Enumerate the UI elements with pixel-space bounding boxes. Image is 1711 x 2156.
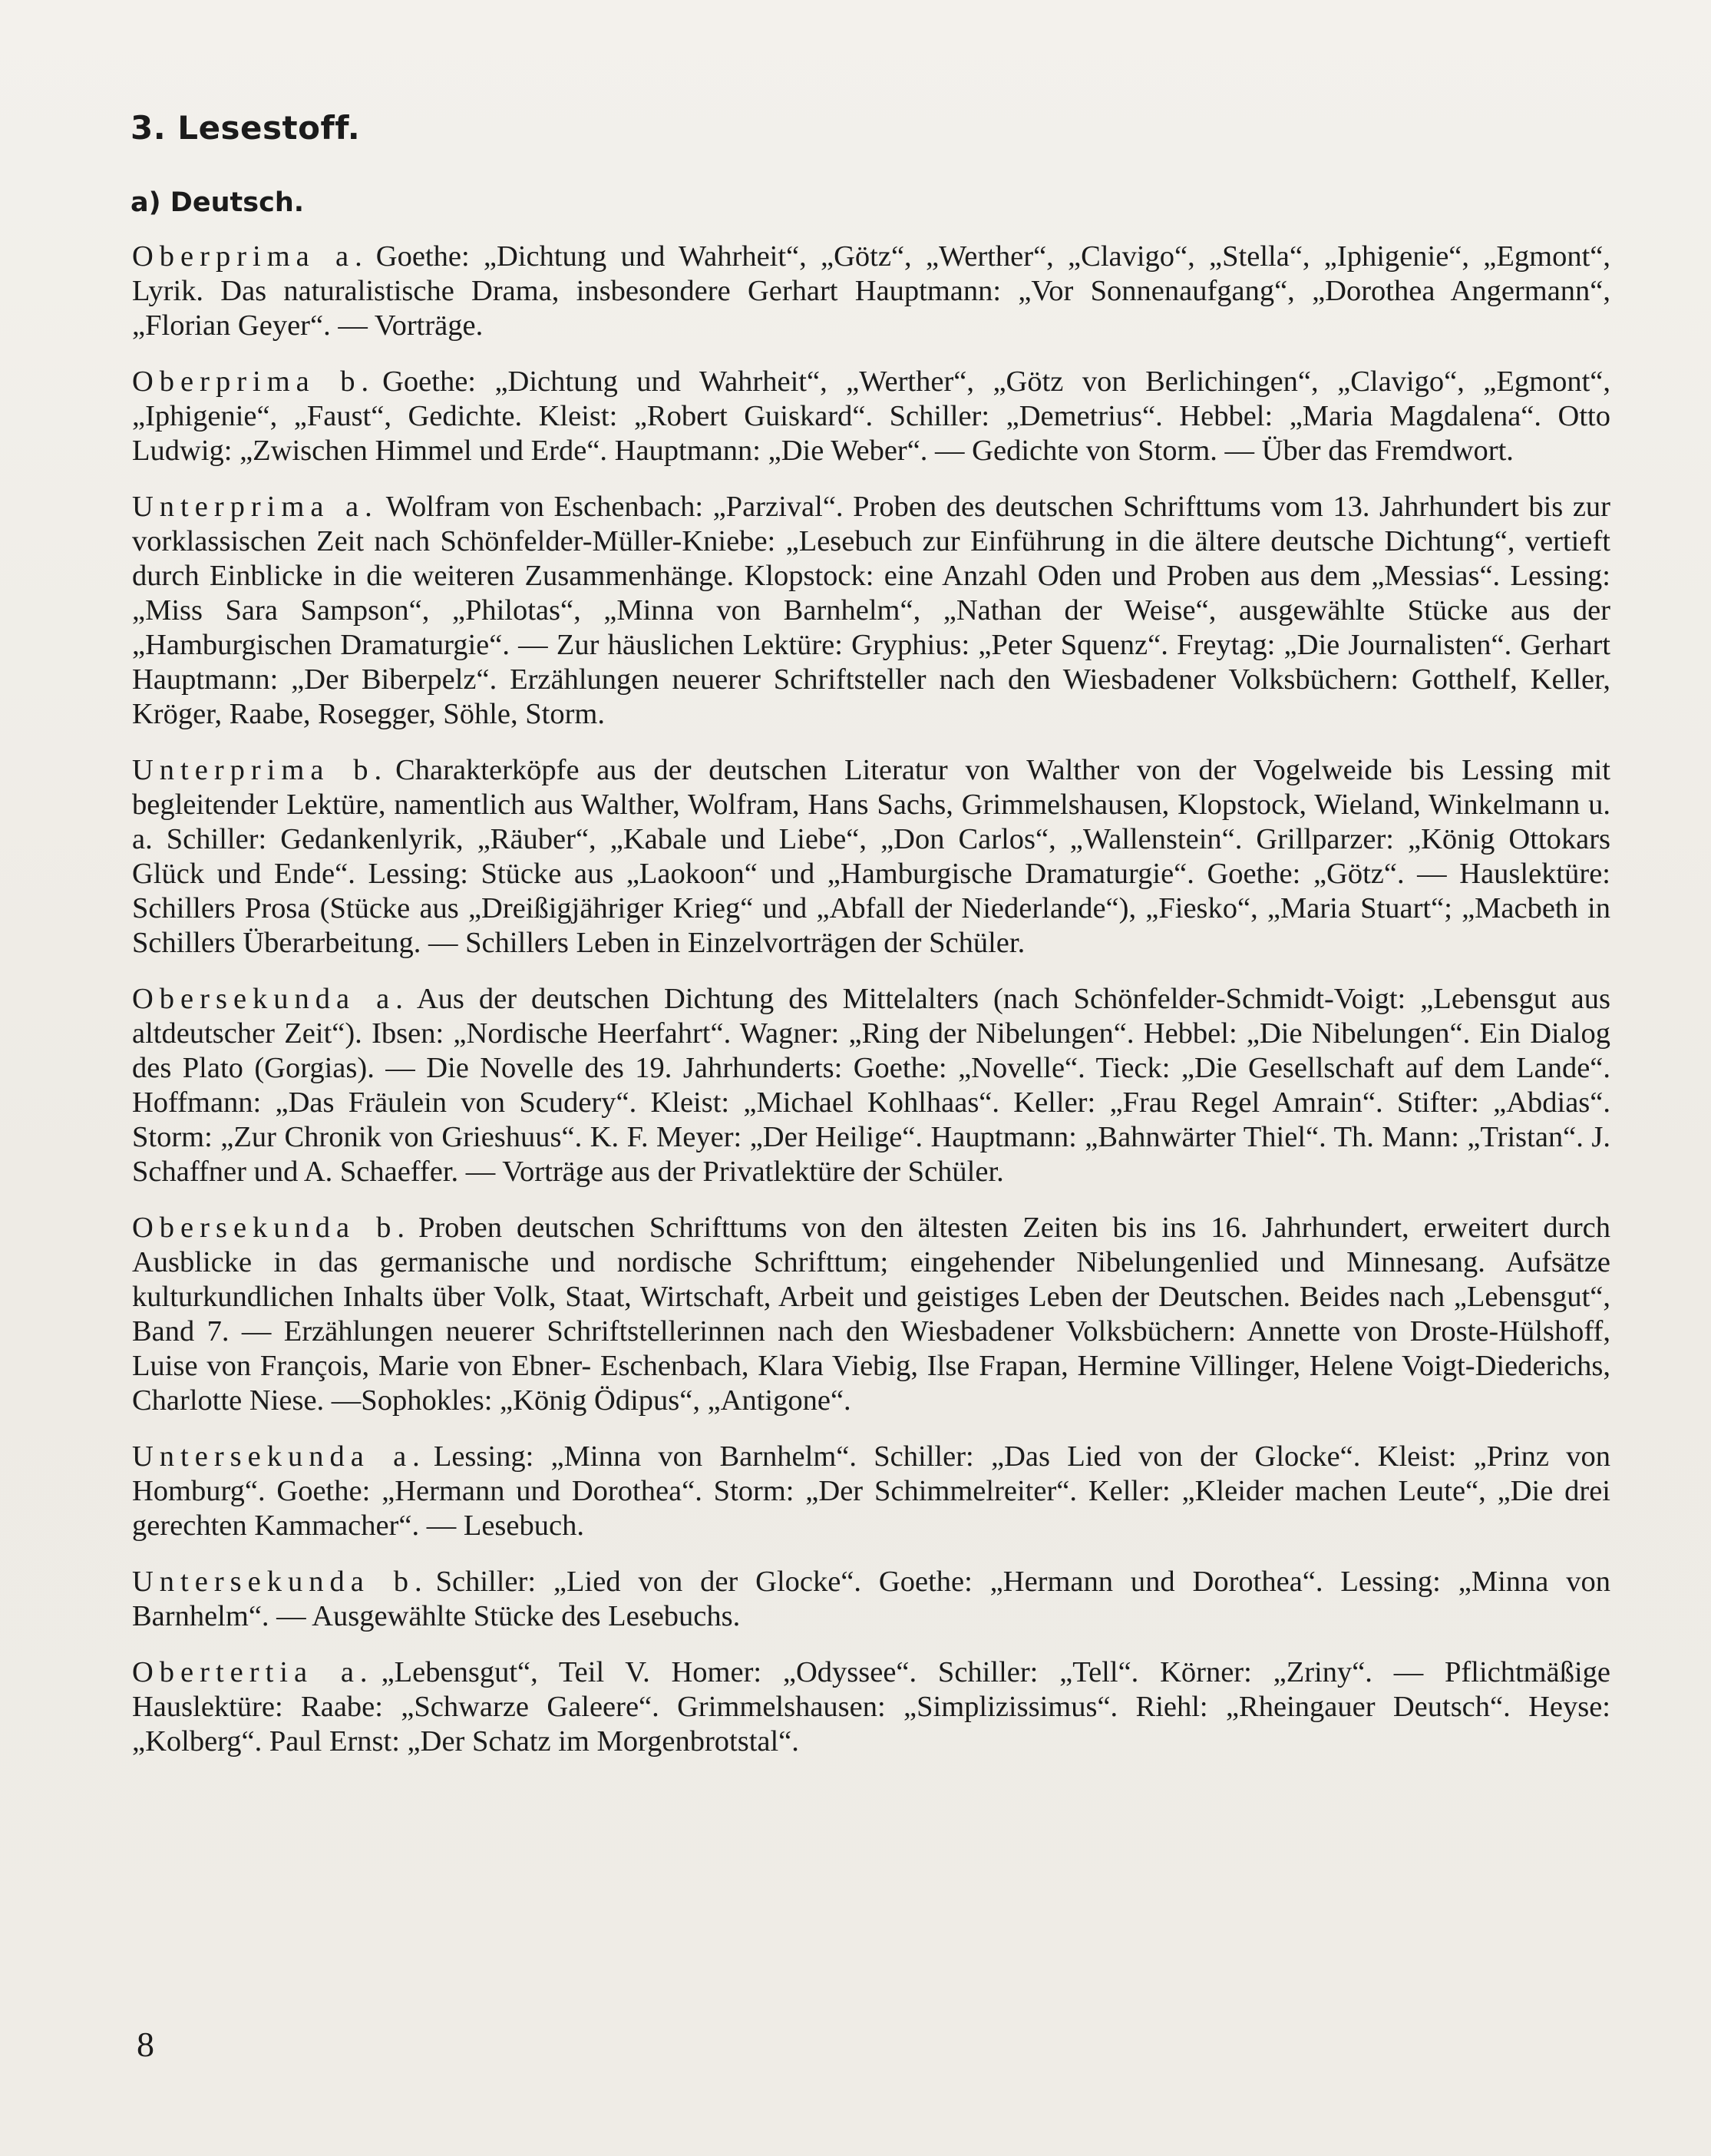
entry-text: „Lebensgut“, Teil V. Homer: „Odyssee“. Schiller: „Tell“. Körner: „Zriny“. — Pflichtmäßige Hauslektüre: Raabe: „Schwarze Galeere“. Grimmelshausen: „Simplizissimus“. Riehl: „Rheingauer Deutsch“. Heyse: „Kolberg“. Paul Ernst: „Der Schatz im Morgenbrotstal“. [132, 1656, 1611, 1758]
entry-text: Lessing: „Minna von Barnhelm“. Schiller: „Das Lied von der Glocke“. Kleist: „Prinz von Homburg“. Goethe: „Hermann und Dorothea“. Storm: „Der Schimmelreiter“. Keller: „Kleider machen Leute“, „Die drei gerechten Kammacher“. — Lesebuch. [132, 1440, 1610, 1542]
entry-text: Goethe: „Dichtung und Wahrheit“, „Götz“, „Werther“, „Clavigo“, „Stella“, „Iphigenie“, „Egmont“, Lyrik. Das naturalistische Drama, insbesondere Gerhart Hauptmann: „Vor Sonnenaufgang“, „Dorothea Angermann“, „Florian Geyer“. — Vorträge. [132, 240, 1610, 342]
class-name: Untersekunda a. [132, 1440, 426, 1473]
class-name: Untersekunda b. [132, 1566, 428, 1598]
entry-text: Aus der deutschen Dichtung des Mittelalters (nach Schönfelder-Schmidt-Voigt: „Lebensgut aus altdeutscher Zeit“). Ibsen: „Nordische Heerfahrt“. Wagner: „Ring der Nibelungen“. Hebbel: „Die Nibelungen“. Ein Dialog des Plato (Gorgias). — Die Novelle des 19. Jahrhunderts: Goethe: „Novelle“. Tieck: „Die Gesellschaft auf dem Lande“. Hoffmann: „Das Fräulein von Scudery“. Kleist: „Michael Kohlhaas“. Keller: „Frau Regel Amrain“. Stifter: „Abdias“. Storm: „Zur Chronik von Grieshuus“. K. F. Meyer: „Der Heilige“. Hauptmann: „Bahnwärter Thiel“. Th. Mann: „Tristan“. J. Schaffner und A. Schaeffer. — Vorträge aus der Privatlektüre der Schüler. [132, 983, 1610, 1188]
class-name: Unterprima a. [132, 491, 378, 523]
entry-unterprima-a [132, 490, 1610, 732]
class-name: Oberprima b. [132, 365, 375, 398]
class-name: Obersekunda b. [132, 1212, 411, 1244]
entry-text: Proben deutschen Schrifttums von den ältesten Zeiten bis ins 16. Jahrhundert, erweitert durch Ausblicke in das germanische und nordische Schrifttum; eingehender Nibelungenlied und Minnesang. Aufsätze kulturkundlichen Inhalts über Volk, Staat, Wirtschaft, Arbeit und geistiges Leben der Deutschen. Beides nach „Lebensgut“, Band 7. — Erzählungen neuerer Schriftstellerinnen nach den Wiesbadener Volksbüchern: Annette von Droste-Hülshoff, Luise von François, Marie von Ebner- Eschenbach, Klara Viebig, Ilse Frapan, Hermine Villinger, Helene Voigt-Diederichs, Charlotte Niese. —Sophokles: „König Ödipus“, „Antigone“. [132, 1212, 1611, 1417]
reading-list [132, 240, 1610, 1781]
page-number: 8 [137, 2025, 154, 2064]
entry-oberprima-b [132, 365, 1610, 468]
entry-text: Charakterköpfe aus der deutschen Literatur von Walther von der Vogelweide bis Lessing mit begleitender Lektüre, namentlich aus Walther, Wolfram, Hans Sachs, Grimmelshausen, Klopstock, Wieland, Winkelmann u. a. Schiller: Gedankenlyrik, „Räuber“, „Kabale und Liebe“, „Don Carlos“, „Wallenstein“. Grillparzer: „König Ottokars Glück und Ende“. Lessing: Stücke aus „Laokoon“ und „Hamburgische Dramaturgie“. Goethe: „Götz“. — Hauslektüre: Schillers Prosa (Stücke aus „Dreißigjähriger Krieg“ und „Abfall der Niederlande“), „Fiesko“, „Maria Stuart“; „Macbeth in Schillers Überarbeitung. — Schillers Leben in Einzelvorträgen der Schüler. [132, 754, 1610, 959]
entry-text: Wolfram von Eschenbach: „Parzival“. Proben des deutschen Schrifttums vom 13. Jahrhundert bis zur vorklassischen Zeit nach Schönfelder-Müller-Kniebe: „Lesebuch zur Einführung in die ältere deutsche Dichtung“, vertieft durch Einblicke in die weiteren Zusammenhänge. Klopstock: eine Anzahl Oden und Proben aus dem „Messias“. Lessing: „Miss Sara Sampson“, „Philotas“, „Minna von Barnhelm“, „Nathan der Weise“, ausgewählte Stücke aus der „Hamburgischen Dramaturgie“. — Zur häuslichen Lektüre: Gryphius: „Peter Squenz“. Freytag: „Die Journalisten“. Gerhart Hauptmann: „Der Biberpelz“. Erzählungen neuerer Schriftsteller nach den Wiesbadener Volksbüchern: Gotthelf, Keller, Kröger, Raabe, Rosegger, Söhle, Storm. [132, 491, 1610, 730]
entry-obersekunda-b [132, 1211, 1610, 1418]
entry-text: Goethe: „Dichtung und Wahrheit“, „Werther“, „Götz von Berlichingen“, „Clavigo“, „Egmont“, „Iphigenie“, „Faust“, Gedichte. Kleist: „Robert Guiskard“. Schiller: „Demetrius“. Hebbel: „Maria Magdalena“. Otto Ludwig: „Zwischen Himmel und Erde“. Hauptmann: „Die Weber“. — Gedichte von Storm. — Über das Fremdwort. [132, 365, 1611, 467]
class-name: Obersekunda a. [132, 983, 409, 1015]
section-heading: 3. Lesestoff. [130, 109, 361, 147]
class-name: Oberprima a. [132, 240, 368, 273]
entry-untersekunda-a [132, 1440, 1610, 1543]
entry-text: Schiller: „Lied von der Glocke“. Goethe: „Hermann und Dorothea“. Lessing: „Minna von Barnhelm“. — Ausgewählte Stücke des Lesebuchs. [132, 1566, 1610, 1632]
entry-obertertia-a [132, 1655, 1610, 1759]
entry-oberprima-a [132, 240, 1610, 343]
subsection-heading: a) Deutsch. [130, 187, 305, 218]
entry-obersekunda-a [132, 982, 1610, 1189]
class-name: Unterprima b. [132, 754, 388, 786]
entry-untersekunda-b [132, 1565, 1610, 1634]
entry-unterprima-b [132, 753, 1610, 961]
class-name: Obertertia a. [132, 1656, 374, 1688]
